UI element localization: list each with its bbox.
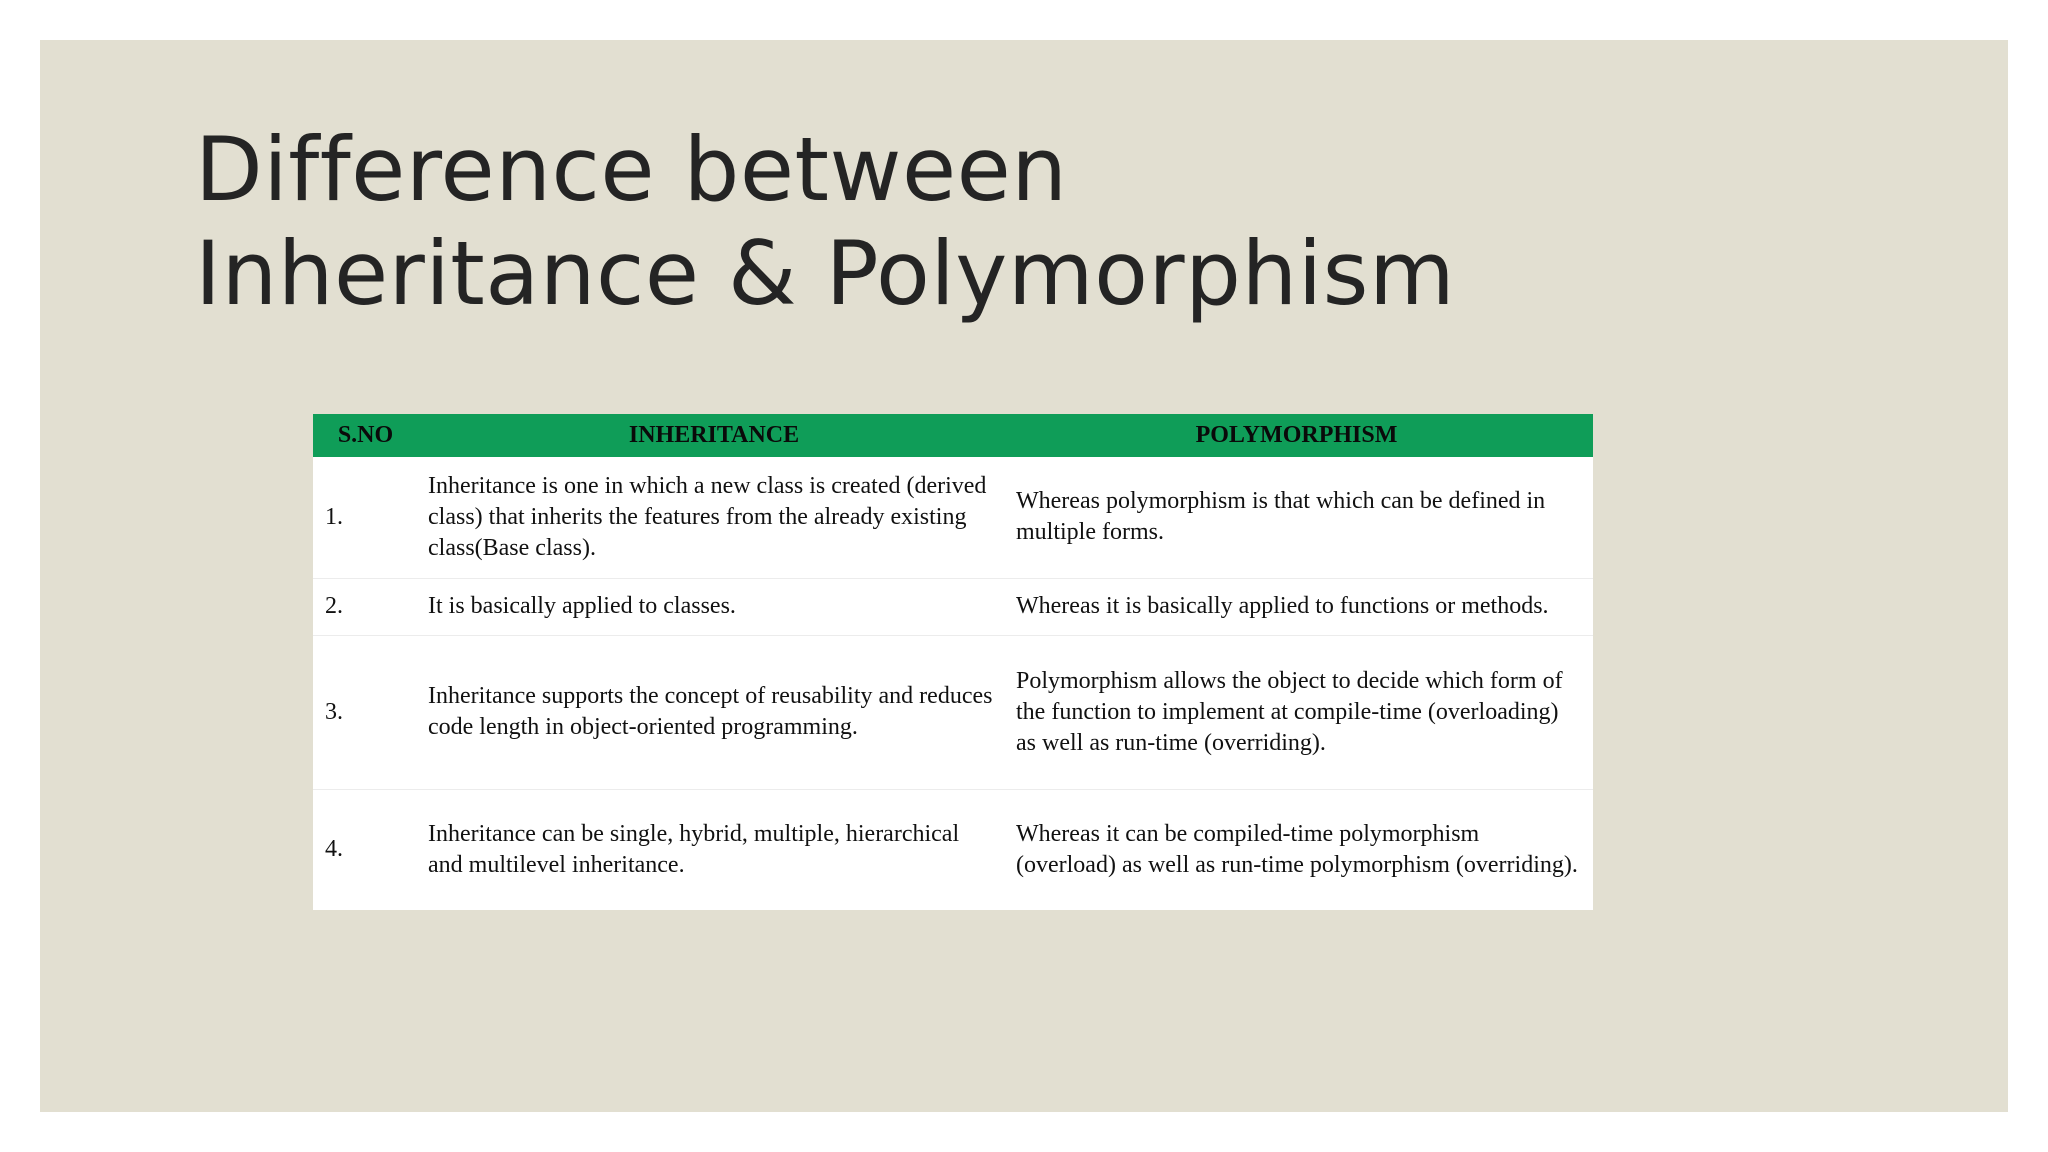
table-header-row bbox=[313, 414, 1593, 457]
table-row bbox=[313, 457, 1593, 578]
row-inheritance: Inheritance supports the concept of reusability and reduces code length in object-oriented programming. bbox=[428, 635, 1000, 789]
row-polymorphism: Whereas it can be compiled-time polymorphism (overload) as well as run-time polymorphism (overriding). bbox=[1000, 789, 1593, 910]
row-sno: 3. bbox=[313, 635, 428, 789]
header-polymorphism: POLYMORPHISM bbox=[1000, 414, 1593, 457]
table-row bbox=[313, 635, 1593, 789]
comparison-table bbox=[313, 414, 1593, 910]
row-polymorphism: Whereas it is basically applied to functions or methods. bbox=[1000, 578, 1593, 635]
row-sno: 2. bbox=[313, 578, 428, 635]
row-inheritance: Inheritance can be single, hybrid, multiple, hierarchical and multilevel inheritance. bbox=[428, 789, 1000, 910]
row-polymorphism: Polymorphism allows the object to decide which form of the function to implement at compile-time (overloading) as well as run-time (overriding). bbox=[1000, 635, 1593, 789]
table-row bbox=[313, 578, 1593, 635]
row-sno: 4. bbox=[313, 789, 428, 910]
row-sno: 1. bbox=[325, 503, 343, 530]
header-inheritance: INHERITANCE bbox=[428, 414, 1000, 457]
slide bbox=[40, 40, 2008, 1112]
row-inheritance: Inheritance is one in which a new class is created (derived class) that inherits the features from the already existing class(Base class). bbox=[428, 472, 987, 561]
row-polymorphism: Whereas polymorphism is that which can be defined in multiple forms. bbox=[1016, 488, 1546, 546]
header-sno: S.NO bbox=[313, 414, 428, 457]
table-row bbox=[313, 789, 1593, 910]
slide-title-line-1: Difference between bbox=[195, 118, 1068, 221]
slide-title bbox=[195, 118, 1455, 326]
slide-title-line-2: Inheritance & Polymorphism bbox=[195, 222, 1456, 325]
row-inheritance: It is basically applied to classes. bbox=[428, 578, 1000, 635]
